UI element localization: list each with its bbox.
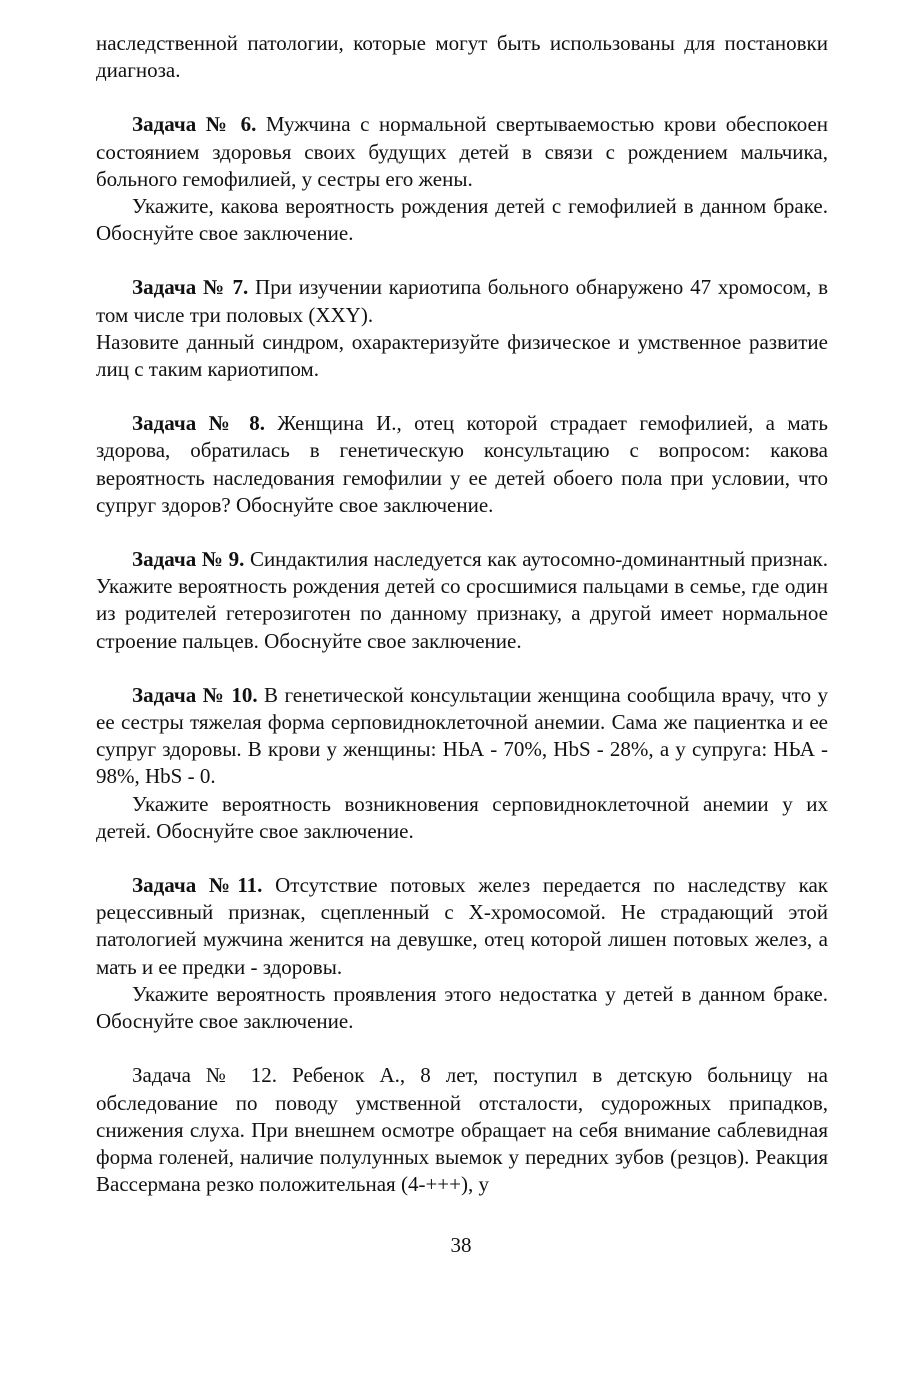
task-8-title: Задача № 8. — [132, 411, 266, 436]
task-11-followup-text: Укажите вероятность проявления этого недостатка у детей в данном браке. Обоснуйте свое заключение. — [96, 981, 828, 1034]
task-11-title: Задача №11. — [132, 873, 263, 898]
task-6-text: Мужчина с нормальной свертываемостью крови обеспокоен состоянием здоровья своих будущих детей в связи с рождением мальчика, больного гемофилией, у сестры его жены. — [96, 112, 829, 191]
paragraph-gap — [96, 519, 828, 546]
task-10-title: Задача № 10. — [132, 682, 258, 707]
task-10-text: В генетической консультации женщина сообщила врачу, что у ее сестры тяжелая форма серповидноклеточной анемии. Сама же пациентка и ее супруг здоровы. В крови у женщины: НЬА - 70%, HbS - 28%, а у супруга: НЬА - 98%, HbS - 0. — [96, 682, 828, 789]
task-8-paragraph — [96, 410, 828, 519]
document-page — [96, 30, 828, 1198]
task-10-paragraph — [96, 682, 828, 791]
task-12-title: Задача № 12. — [132, 1063, 278, 1088]
task-11-followup — [96, 981, 828, 1035]
task-7-paragraph — [96, 274, 828, 328]
task-6-paragraph — [96, 111, 828, 193]
task-7-title: Задача № 7. — [132, 275, 249, 300]
task-8-text: Женщина И., отец которой страдает гемофилией, а мать здорова, обратилась в генетическую консультацию с вопросом: какова вероятность наследования гемофилии у ее детей обоего пола при условии, что супруг здоров? Обоснуйте свое заключение. — [96, 411, 829, 517]
paragraph-gap — [96, 1035, 828, 1062]
task-7-text: При изучении кариотипа больного обнаружено 47 хромосом, в том числе три половых (XXY). — [96, 275, 828, 327]
task-6-followup — [96, 193, 828, 247]
task-10-followup — [96, 791, 828, 845]
intro-paragraph — [96, 30, 828, 84]
task-9-paragraph — [96, 546, 828, 655]
paragraph-gap — [96, 383, 828, 410]
task-9-text: Синдактилия наследуется как аутосомно-доминантный признак. Укажите вероятность рождения детей со сросшимися пальцами в семье, где один из родителей гетерозиготен по данному признаку, а другой имеет нормальное строение пальцев. Обоснуйте свое заключение. — [96, 547, 828, 653]
task-9-title: Задача № 9. — [132, 547, 245, 572]
task-10-followup-text: Укажите вероятность возникновения серповидноклеточной анемии у их детей. Обоснуйте свое заключение. — [96, 791, 828, 843]
task-7-followup-text: Назовите данный синдром, охарактеризуйте физическое и умственное развитие лиц с таким кариотипом. — [96, 329, 828, 382]
task-11-text: Отсутствие потовых желез передается по наследству как рецессивный признак, сцепленный с Х-хромосомой. Не страдающий этой патологией мужчина женится на девушке, отец которой лишен потовых желез, а мать и ее предки - здоровы. — [96, 873, 828, 979]
task-11-paragraph — [96, 872, 828, 981]
paragraph-gap — [96, 655, 828, 682]
intro-text: наследственной патологии, которые могут быть использованы для постановки диагноза. — [96, 31, 828, 83]
task-6-followup-text: Укажите, какова вероятность рождения детей с гемофилией в данном браке. Обоснуйте свое заключение. — [96, 194, 828, 246]
task-7-followup — [96, 329, 828, 383]
task-6-title: Задача № 6. — [132, 112, 257, 137]
page-number: 38 — [450, 1233, 472, 1257]
paragraph-gap — [96, 247, 828, 274]
task-12-text: Ребенок А., 8 лет, поступил в детскую больницу на обследование по поводу умственной отсталости, судорожных припадков, снижения слуха. При внешнем осмотре обращает на себя внимание саблевидная форма голеней, наличие полулунных выемок у передних зубов (резцов). Реакция Вассермана резко положительная (4-+++), у — [96, 1063, 828, 1197]
paragraph-gap — [96, 84, 828, 111]
paragraph-gap — [96, 845, 828, 872]
task-12-paragraph — [96, 1062, 828, 1198]
